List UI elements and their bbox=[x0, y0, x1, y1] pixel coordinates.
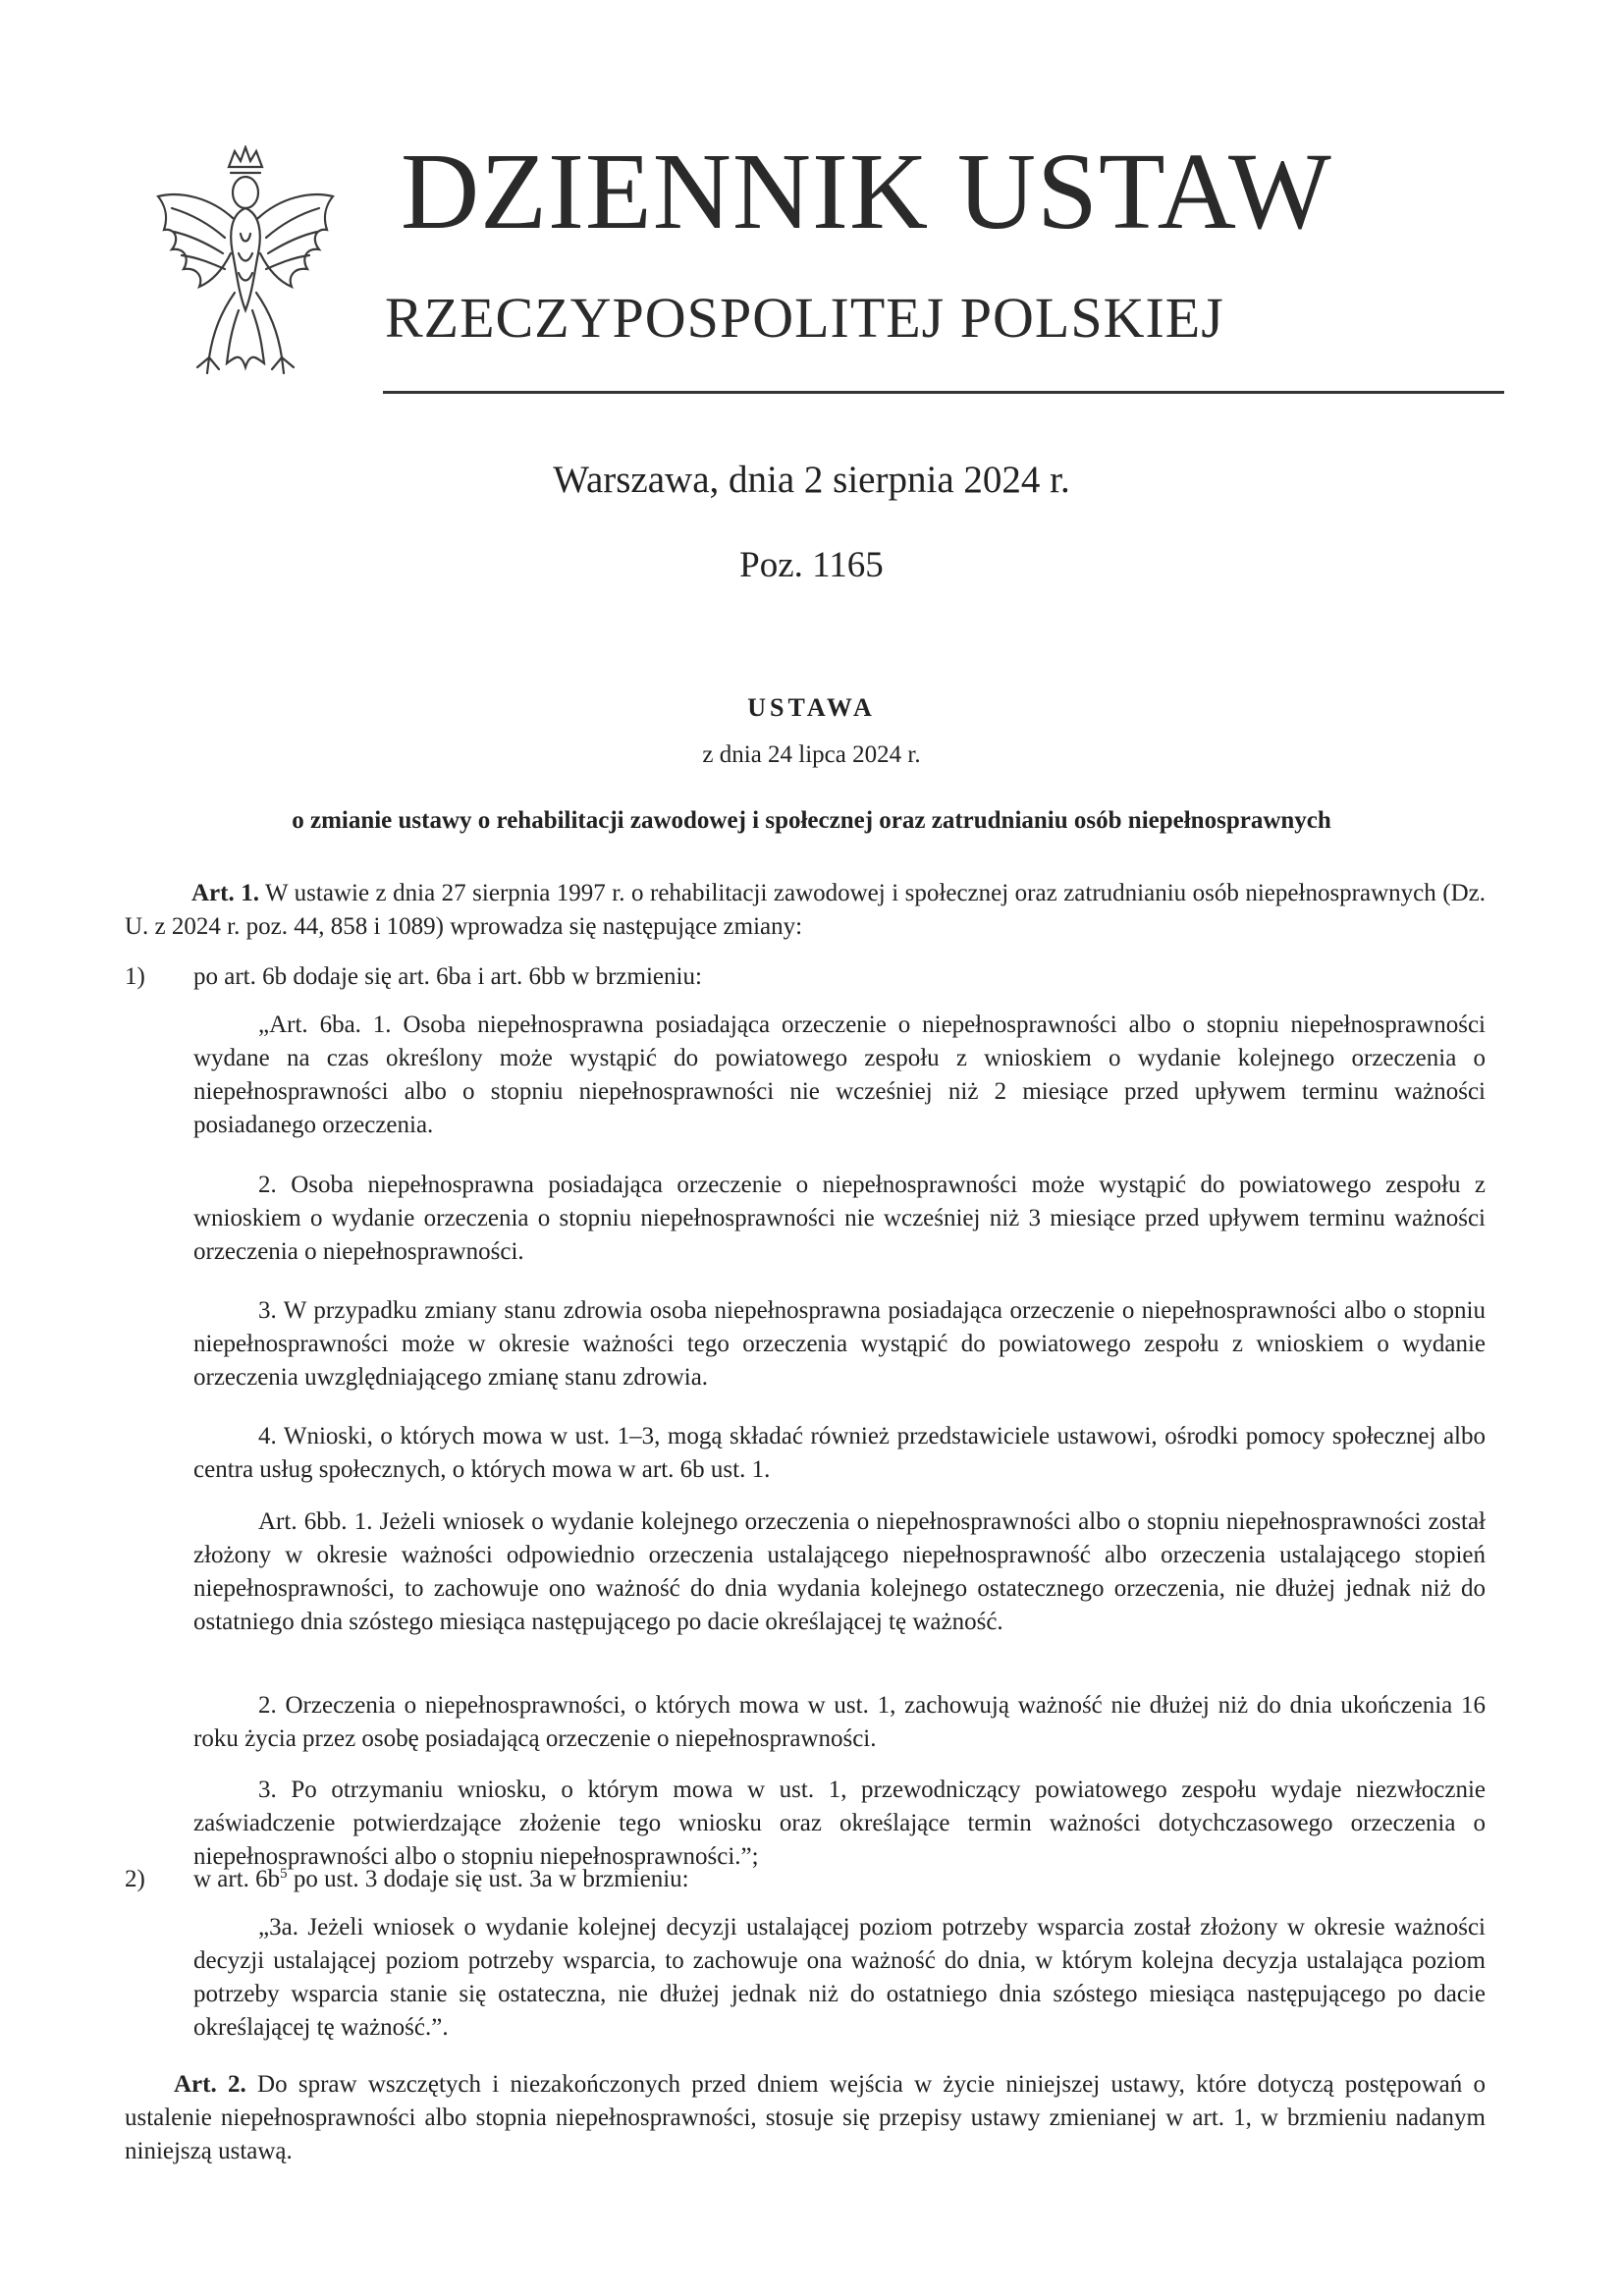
item-2-text bbox=[193, 1863, 1486, 1896]
item-1-number: 1) bbox=[125, 963, 145, 990]
journal-title: DZIENNIK USTAW bbox=[401, 132, 1332, 252]
act-date: z dnia 24 lipca 2024 r. bbox=[702, 741, 921, 768]
dateline: Warszawa, dnia 2 sierpnia 2024 r. bbox=[553, 459, 1070, 501]
journal-subtitle: RZECZYPOSPOLITEJ POLSKIEJ bbox=[385, 286, 1224, 350]
art-6ba-ust-1: „Art. 6ba. 1. Osoba niepełnosprawna posiadająca orzeczenie o niepełnosprawności albo o stopniu niepełnosprawności wydane na czas określony może wystąpić do powiatowego zespołu z wnioskiem o wydanie kolejnego orzeczenia o niepełnosprawności albo o stopniu niepełnosprawności nie wcześniej niż 2 miesiące przed upływem terminu ważności posiadanego orzeczenia. bbox=[193, 1011, 1486, 1138]
item-2-number: 2) bbox=[125, 1866, 145, 1892]
art-6bb-ust-1: Art. 6bb. 1. Jeżeli wniosek o wydanie kolejnego orzeczenia o niepełnosprawności albo o stopniu niepełnosprawności został złożony w okresie ważności odpowiednio orzeczenia ustalającego niepełnosprawność albo orzeczenia ustalającego stopień niepełnosprawności, to zachowuje ono ważność do dnia wydania kolejnego ostatecznego orzeczenia, nie dłużej jednak niż do ostatniego dnia szóstego miesiąca następującego po dacie określającej tę ważność. bbox=[193, 1508, 1486, 1635]
art-2-heading: Art. 2. bbox=[174, 2071, 246, 2098]
position-number: Poz. 1165 bbox=[739, 545, 884, 585]
polish-eagle-emblem-icon bbox=[152, 145, 339, 381]
art-1-intro bbox=[125, 877, 1486, 944]
item-2-text-before: w art. 6b bbox=[193, 1866, 281, 1892]
header-divider bbox=[383, 391, 1504, 394]
art-6b5-ust-3a: „3a. Jeżeli wniosek o wydanie kolejnej decyzji ustalającej poziom potrzeby wsparcia został złożony w okresie ważności decyzji ustalającej poziom potrzeby wsparcia, to zachowuje ona ważność do dnia, w którym kolejna decyzja ustalająca poziom potrzeby wsparcia stanie się ostateczna, nie dłużej jednak niż do ostatniego dnia szóstego miesiąca następującego po dacie określającej tę ważność.”. bbox=[193, 1914, 1486, 2041]
art-1-heading: Art. 1. bbox=[191, 880, 259, 906]
act-type: USTAWA bbox=[747, 693, 876, 722]
art-2-text: Do spraw wszczętych i niezakończonych przed dniem wejścia w życie niniejszej ustawy, które dotyczą postępowań o ustalenie niepełnosprawności albo stopnia niepełnosprawności, stosuje się przepisy ustawy zmienianej w art. 1, w brzmieniu nadanym niniejszą ustawą. bbox=[125, 2071, 1486, 2164]
art-6bb-ust-3: 3. Po otrzymaniu wniosku, o którym mowa w ust. 1, przewodniczący powiatowego zespołu wydaje niezwłocznie zaświadczenie potwierdzające złożenie tego wniosku oraz określające termin ważności dotychczasowego orzeczenia o niepełnosprawności albo o stopniu niepełnosprawności.”; bbox=[193, 1777, 1486, 1870]
art-6ba-ust-4: 4. Wnioski, o których mowa w ust. 1–3, mogą składać również przedstawiciele ustawowi, ośrodki pomocy społecznej albo centra usług społecznych, o których mowa w art. 6b ust. 1. bbox=[193, 1423, 1486, 1483]
art-6ba-ust-2: 2. Osoba niepełnosprawna posiadająca orzeczenie o niepełnosprawności może wystąpić do powiatowego zespołu z wnioskiem o wydanie orzeczenia o stopniu niepełnosprawności nie wcześniej niż 3 miesiące przed upływem terminu ważności orzeczenia o niepełnosprawności. bbox=[193, 1172, 1486, 1265]
art-6bb-ust-2: 2. Orzeczenia o niepełnosprawności, o których mowa w ust. 1, zachowują ważność nie dłużej niż do dnia ukończenia 16 roku życia przez osobę posiadającą orzeczenie o niepełnosprawności. bbox=[193, 1692, 1486, 1752]
art-2-paragraph bbox=[125, 2068, 1486, 2168]
item-1-text: po art. 6b dodaje się art. 6ba i art. 6bb w brzmieniu: bbox=[193, 963, 702, 990]
art-1-intro-text: W ustawie z dnia 27 sierpnia 1997 r. o rehabilitacji zawodowej i społecznej oraz zatrudnianiu osób niepełnosprawnych (Dz. U. z 2024 r. poz. 44, 858 i 1089) wprowadza się następujące zmiany: bbox=[125, 880, 1486, 940]
item-2-text-after: po ust. 3 dodaje się ust. 3a w brzmieniu: bbox=[287, 1866, 689, 1892]
item-2-superscript: 5 bbox=[280, 1866, 288, 1882]
art-6ba-ust-3: 3. W przypadku zmiany stanu zdrowia osoba niepełnosprawna posiadająca orzeczenie o niepełnosprawności albo o stopniu niepełnosprawności może w okresie ważności tego orzeczenia wystąpić do powiatowego zespołu z wnioskiem o wydanie orzeczenia uwzględniającego zmianę stanu zdrowia. bbox=[193, 1297, 1486, 1391]
act-title: o zmianie ustawy o rehabilitacji zawodowej i społecznej oraz zatrudnianiu osób niepełnosprawnych bbox=[292, 807, 1331, 834]
